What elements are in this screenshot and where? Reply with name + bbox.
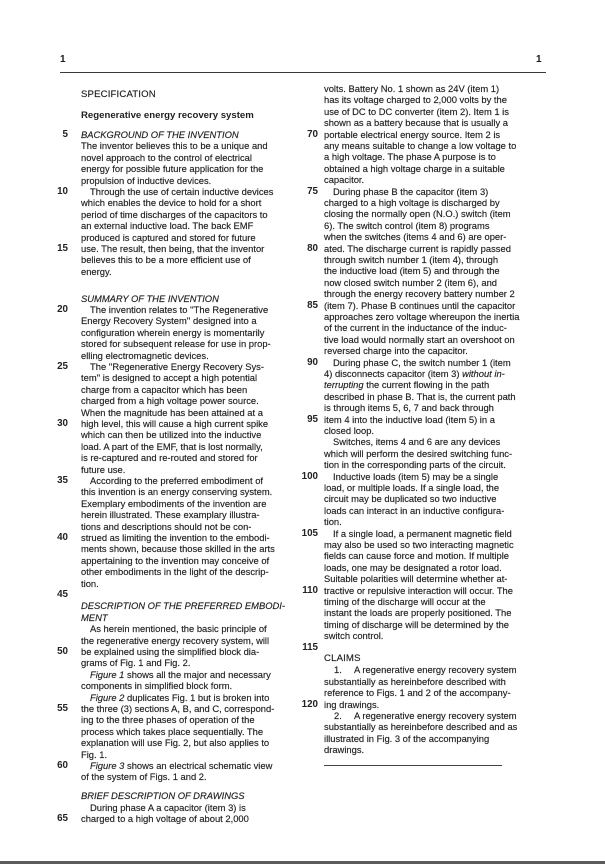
text-segment: explanation will use Fig. 2, but also applies to [81,737,270,749]
text-segment: loads, one may be designated a rotor load. [324,561,502,573]
header-page-number-right: 1 [536,54,542,65]
text-segment: illustrated in Fig. 3 of the accompanying [324,732,490,744]
text-segment: future use. [81,463,126,475]
line-text [324,699,379,711]
text-segment: believes this to be a more efficient use of [81,254,251,266]
text-segment: Fig. 1. [81,748,108,760]
text-segment: Suitable polarities will determine whether at- [324,573,508,585]
text-segment: reference to Figs. 1 and 2 of the accompany- [324,687,511,699]
text-segment: drawings. [324,744,365,756]
line-number: 15 [57,243,68,254]
line-number: 5 [62,129,68,140]
text-segment: CLAIMS [324,653,361,664]
text-segment: the three (3) sections A, B, and C, correspond- [81,703,275,714]
line-text [324,459,506,471]
text-segment: appertaining to the invention may conceive of [81,554,270,566]
text-segment: of the current in the inductance of the induc- [324,322,507,334]
text-segment: which will perform the desired switching func- [324,447,513,459]
line-number: 100 [301,470,318,482]
line-number: 110 [302,584,318,596]
text-segment: which can then be utilized into the inductive [81,429,262,441]
text-segment: tion in the corresponding parts of the circuit. [324,459,506,471]
line-text [324,94,507,106]
text-segment: tem'' is designed to accept a high potential [81,372,258,384]
text-segment: timing of discharge will be determined by the [324,618,509,630]
text-segment: configuration wherein energy is momentarily [81,326,265,338]
line-text [324,550,509,562]
text-segment: components in simplified block form. [81,680,233,692]
line-number: 75 [307,185,318,197]
text-line [0,276,497,289]
line-number: 115 [302,641,318,653]
text-segment: ing to the three phases of operation of the [81,714,255,726]
text-segment: the current flowing in the path [363,379,490,391]
text-segment: Switches, items 4 and 6 are any devices [333,436,501,448]
text-segment: use of DC to DC converter (item 2). Item 1 is [324,105,509,117]
text-segment: charge from a capacitor which has been [81,383,248,395]
text-segment: strued as limiting the invention to the embodi- [81,532,270,543]
line-number: 20 [57,304,68,315]
line-text [324,197,500,209]
text-segment: During phase B the capacitor (item 3) [333,185,489,197]
line-text [324,471,498,483]
line-text [324,288,515,300]
line-text [324,391,516,403]
line-text [324,596,486,608]
line-text [324,562,502,574]
line-text [324,379,489,391]
text-segment: the regenerative energy recovery system, will [81,634,270,646]
text-segment: may also be used so two interacting magnetic [324,539,514,550]
text-segment: (item 7). Phase B continues until the capacitor [324,299,516,311]
line-text [324,300,515,312]
text-segment: is re-captured and re-routed and stored for [81,452,258,464]
text-segment: shows all the major and necessary [124,668,271,680]
text-segment: other embodiments in the light of the descrip- [81,566,269,578]
text-segment: through the energy recovery battery number 2 [324,288,515,300]
text-segment: load. A part of the EMF, that is lost normally, [81,440,263,452]
line-text [324,254,498,266]
text-segment: process which takes place sequentially. The [81,725,264,737]
text-segment: closed loop. [324,425,375,436]
text-segment: Energy Recovery System'' designed into a [81,315,257,327]
line-number: 25 [57,361,68,372]
text-segment: grams of Fig. 1 and Fig. 2. [81,657,191,669]
line-text [324,277,497,289]
text-segment: any means suitable to change a low voltage to [324,140,517,151]
text-segment: ing drawings. [324,698,380,710]
line-text [324,368,505,380]
text-segment: The inventor believes this to be a unique and [81,140,268,152]
text-segment: Regenerative energy recovery system [81,110,254,121]
line-number: 120 [301,698,318,710]
italic-text-segment: Figure 2 [90,691,125,703]
line-text [324,322,507,334]
line-number: 40 [57,532,68,543]
line-text [324,585,513,597]
text-segment: of the system of Figs. 1 and 2. [81,771,207,783]
line-text [324,402,494,414]
line-number: 95 [307,413,318,425]
text-segment: During phase C, the switch number 1 (item [333,356,511,368]
line-text [324,140,516,152]
text-segment: energy. [81,265,112,277]
line-number: 30 [57,418,68,429]
text-segment: SUMMARY OF THE INVENTION [81,292,219,304]
line-number: 70 [307,128,318,140]
line-text [324,619,509,631]
line-text [324,174,364,186]
line-text [324,208,511,220]
line-text [324,345,468,357]
line-text [324,243,511,255]
text-segment: ated. The discharge current is rapidly passed [324,242,511,254]
line-text [324,653,361,665]
line-text [324,425,374,437]
text-segment: charged to a high voltage of about 2,000 [81,813,249,824]
text-segment: fields can cause force and motion. If multiple [324,550,509,562]
text-segment: Exemplary embodiments of the invention are [81,497,267,509]
text-segment: circuit may be duplicated so two inductive [324,493,497,505]
line-text [324,117,508,129]
line-text [324,676,506,688]
line-number: 35 [57,475,68,486]
line-text [324,220,490,232]
text-segment: During phase A a capacitor (item 3) is [90,801,246,813]
text-segment: elling electromagnetic devices. [81,349,209,361]
text-segment: ments shown, because those skilled in the arts [81,543,275,555]
text-segment: tractive or repulsive interaction will occur. The [324,584,513,596]
line-text [324,414,495,426]
text-segment: a high voltage. The phase A purpose is to [324,151,496,163]
text-segment: volts. Battery No. 1 shown as 24V (item 1) [324,83,500,94]
line-number: 105 [301,527,318,539]
line-text [324,493,496,505]
line-text [324,721,517,733]
italic-text-segment: without in- [462,368,505,379]
text-segment: instant the loads are properly positioned. The [324,607,512,619]
text-segment: portable electrical energy source. Item 2 is [324,128,501,140]
text-segment: substantially as hereinbefore described and as [324,721,518,733]
text-segment: now closed switch number 2 (item 6), and [324,276,497,288]
text-segment: stored for subsequent release for use in prop- [81,338,271,350]
text-segment: timing of the discharge will occur at the [324,596,486,607]
text-segment: propulsion of inductive devices. [81,174,212,186]
text-segment: item 4 into the inductive load (item 5) in a [324,413,495,425]
line-text [324,357,511,369]
text-segment: produced is captured and stored for future [81,231,256,243]
line-text [324,265,500,277]
text-segment: BACKGROUND OF THE INVENTION [81,129,239,140]
line-text [324,482,499,494]
line-text [324,733,489,745]
text-segment: energy for possible future application for the [81,163,264,175]
text-segment: tion. [324,516,342,528]
text-segment: has its voltage charged to 2,000 volts by the [324,94,507,106]
line-text [324,311,519,323]
text-segment: obtained a high voltage charge in a suitable [324,162,505,174]
line-text [324,436,500,448]
text-segment: capacitor. [324,174,365,186]
text-segment: closing the normally open (N.O.) switch (item [324,208,511,220]
line-number: 85 [307,299,318,311]
text-segment: which enables the device to hold for a short [81,197,262,209]
line-number: 50 [57,646,68,657]
text-segment: Through the use of certain inductive devices [90,186,274,197]
line-text [324,664,517,676]
line-text [324,151,496,163]
text-segment: when the switches (items 4 and 6) are oper- [324,231,507,243]
text-segment: When the magnitude has been attained at a [81,406,263,418]
text-segment: If a single load, a permanent magnetic field [333,527,512,539]
line-text [324,528,512,540]
line-text [324,83,499,95]
claims-end-rule [324,765,502,766]
text-segment: this invention is an energy conserving system. [81,486,273,498]
text-segment: is through items 5, 6, 7 and back through [324,402,494,414]
italic-text-segment: terrupting [324,379,364,391]
text-segment: described in phase B. That is, the current path [324,390,516,402]
text-segment: period of time discharges of the capacitors to [81,208,268,220]
text-segment: tions and descriptions should not be con- [81,520,252,532]
text-segment: approaches zero voltage whereupon the inertia [324,311,520,322]
text-segment: the inductive load (item 5) and through the [324,265,500,277]
text-segment: The invention relates to ''The Regenerative [90,304,269,315]
line-text [324,630,383,642]
italic-text-segment: Figure 3 [90,760,125,771]
text-segment: charged to a high voltage is discharged by [324,197,500,208]
line-text [324,687,511,699]
line-number: 55 [57,703,68,714]
text-segment: novel approach to the control of electrical [81,151,252,163]
text-segment: loads can interact in an inductive configura- [324,504,505,516]
line-text [324,129,500,141]
text-segment: MENT [81,611,108,623]
line-text [324,163,505,175]
text-segment: an external inductive load. The back EMF [81,220,254,232]
text-segment: BRIEF DESCRIPTION OF DRAWINGS [81,790,245,802]
claim-number: 2. [334,710,342,721]
text-segment: SPECIFICATION [81,89,156,100]
text-segment: herein illustrated. These examplary illustra- [81,509,260,521]
line-text [324,573,507,585]
line-text [324,334,515,346]
text-segment: be explained using the simplified block dia- [81,646,260,657]
text-segment: According to the preferred embodiment of [90,475,264,486]
text-segment: switch control. [324,630,384,642]
text-segment: use. The result, then being, that the inventor [81,243,265,254]
text-segment: duplicates Fig. 1 but is broken into [124,691,270,703]
line-number: 60 [57,760,68,771]
line-text [324,516,342,528]
line-text [324,505,504,517]
text-segment: reversed charge into the capacitor. [324,345,468,357]
line-text [324,448,512,460]
text-segment: high level, this will cause a high current spike [81,418,269,429]
line-text [324,539,514,551]
text-segment: Inductive loads (item 5) may be a single [333,470,499,482]
text-segment: 4) disconnects capacitor (item 3) [324,368,463,379]
text-segment: A regenerative energy recovery system [354,664,517,676]
text-segment: As herein mentioned, the basic principle of [90,623,267,635]
line-text [324,710,517,722]
line-number: 65 [57,813,68,824]
text-segment: shown as a battery because that is usually a [324,117,508,129]
line-text [324,106,509,118]
line-number: 45 [57,589,68,600]
text-segment: A regenerative energy recovery system [354,710,517,721]
line-text [324,607,511,619]
line-text [324,744,364,756]
italic-text-segment: Figure 1 [90,668,125,680]
text-segment: tion. [81,577,99,589]
text-segment: tive load would normally start an overshoot on [324,333,515,345]
text-segment: 6). The switch control (item 8) programs [324,219,490,231]
line-number: 80 [307,242,318,254]
text-line [0,117,508,129]
text-segment: through switch number 1 (item 4), through [324,254,499,265]
text-segment: charged from a high voltage power source. [81,395,259,407]
line-text [324,231,506,243]
text-segment: shows an electrical schematic view [124,760,273,771]
text-segment: substantially as hereinbefore described with [324,675,506,687]
text-segment: DESCRIPTION OF THE PREFERRED EMBODI- [81,600,286,612]
line-number: 90 [307,356,318,368]
line-number: 10 [57,186,68,197]
line-text [324,186,488,198]
text-segment: The ''Regenerative Energy Recovery Sys- [90,361,264,372]
text-segment: load, or multiple loads. If a single load, the [324,482,500,493]
header-page-number-left: 1 [60,54,66,65]
claim-number: 1. [334,664,342,676]
